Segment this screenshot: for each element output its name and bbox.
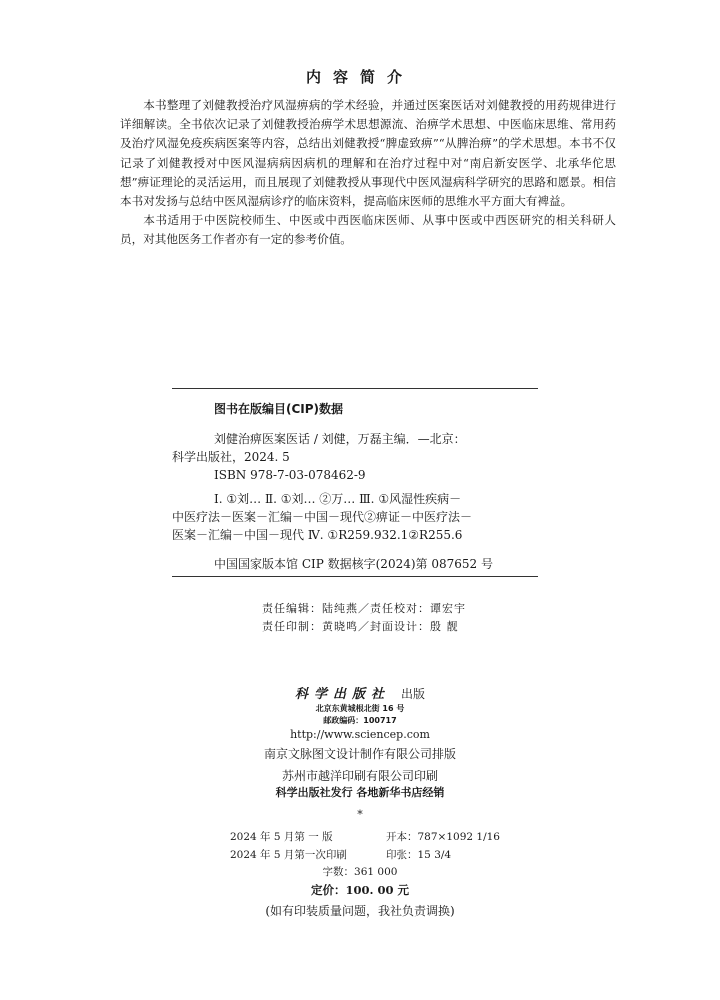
edition-date: 2024 年 5 月第 一 版	[230, 831, 333, 843]
printer: 苏州市越洋印刷有限公司印刷	[281, 769, 438, 783]
format: 开本：787×1092 1/16	[386, 831, 500, 843]
cip-class-line-1: Ⅰ. ①刘… Ⅱ. ①刘… ②万… Ⅲ. ①风湿性疾病－	[214, 492, 462, 506]
print-date: 2024 年 5 月第一次印刷	[230, 849, 347, 861]
separator-star: *	[357, 808, 363, 821]
cip-isbn: ISBN 978-7-03-078462-9	[214, 468, 366, 482]
distribution: 科学出版社发行 各地新华书店经销	[275, 786, 445, 799]
cip-number: 中国国家版本馆 CIP 数据核字(2024)第 087652 号	[214, 557, 493, 571]
price: 定价：100. 00 元	[310, 883, 410, 897]
publisher-url: http://www.sciencep.com	[290, 728, 430, 741]
cip-top-rule	[172, 388, 538, 389]
intro-paragraph-2: 本书适用于中医院校师生、中医或中西医临床医师、从事中医或中西医研究的相关科研人员，对其他医务工作者亦有一定的参考价值。	[120, 213, 616, 247]
quality-notice: (如有印装质量问题，我社负责调换)	[265, 904, 455, 918]
publisher-suffix: 出版	[401, 687, 426, 701]
cip-class-line-3: 医案－汇编－中国－现代 Ⅳ. ①R259.932.1②R255.6	[172, 528, 463, 542]
cip-book-line-1: 刘健治痹医案医话 / 刘健，万磊主编．—北京：	[214, 432, 466, 446]
cip-bottom-rule	[172, 576, 538, 577]
publisher-address: 北京东黄城根北街 16 号	[315, 704, 405, 713]
staff-line-1: 责任编辑：陆纯燕／责任校对：谭宏宇	[262, 602, 466, 615]
cip-title: 图书在版编目(CIP)数据	[214, 402, 344, 416]
publisher-logo: 科学出版社	[294, 687, 390, 702]
cip-book-line-2: 科学出版社，2024. 5	[172, 450, 290, 464]
intro-text	[120, 96, 616, 250]
intro-paragraph-1: 本书整理了刘健教授治疗风湿痹病的学术经验，并通过医案医话对刘健教授的用药规律进行详细解读。全书依次记录了刘健教授治痹学术思想源流、治痹学术思想、中医临床思维、常用药及治疗风湿免疫疾病医案等内容，总结出刘健教授“脾虚致痹”“从脾治痹”的学术思想。本书不仅记录了刘健教授对中医风湿病病因病机的理解和在治疗过程中对“南启新安医学、北承华佗思想”痹证理论的灵活运用，而且展现了刘健教授从事现代中医风湿病科学研究的思路和愿景。相信本书对发扬与总结中医风湿病诊疗的临床资料，提高临床医师的思维水平方面大有裨益。	[120, 98, 616, 209]
staff-line-2: 责任印制：黄晓鸣／封面设计：殷 靓	[262, 620, 459, 633]
cip-book-info	[172, 430, 538, 484]
cip-class-line-2: 中医疗法－医案－汇编－中国－现代②痹证－中医疗法－	[172, 510, 473, 524]
sheets: 印张：15 3/4	[386, 849, 452, 861]
intro-title: 内容简介	[305, 68, 414, 86]
publisher-line	[0, 683, 720, 702]
typesetter: 南京文脉图文设计制作有限公司排版	[263, 747, 456, 761]
cip-classification	[172, 490, 538, 544]
publisher-postcode: 邮政编码：100717	[323, 716, 397, 725]
word-count: 字数：361 000	[322, 866, 398, 878]
